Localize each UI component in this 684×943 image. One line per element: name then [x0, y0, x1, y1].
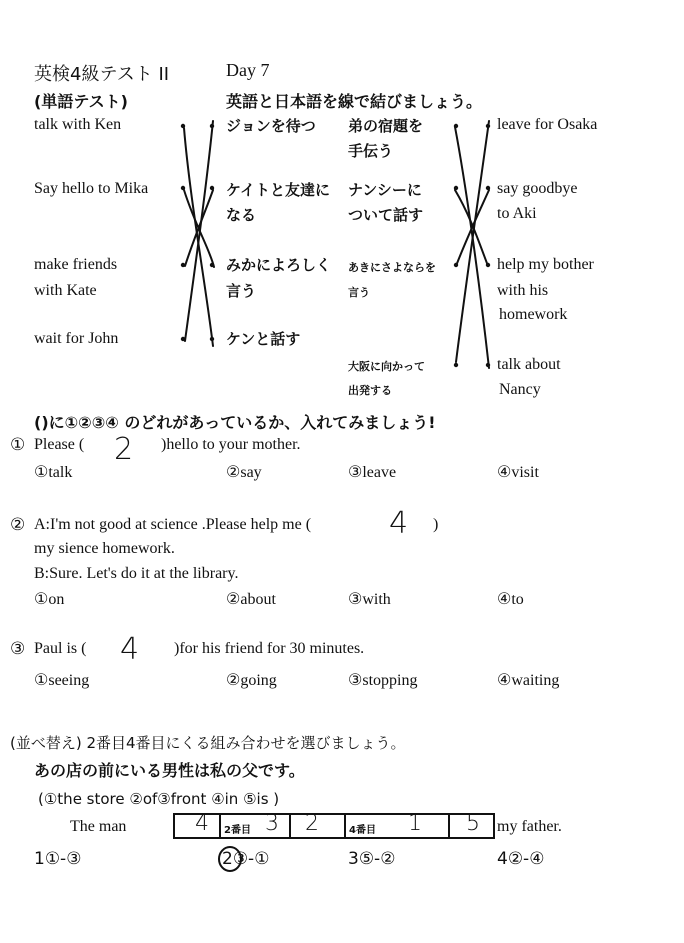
q3-option: ①seeing	[34, 672, 90, 689]
answer-box-4-label: 4番目	[349, 825, 376, 836]
right-jp-item: あきにさよならを	[348, 261, 436, 274]
answer-box-4-value: 1	[408, 811, 422, 836]
left-jp-item: ケンと話す	[226, 330, 301, 348]
q3-number: ③	[10, 639, 26, 658]
answer-box-3-value: 2	[305, 811, 319, 836]
q2-option: ④to	[497, 591, 524, 608]
answer-box-3	[289, 813, 346, 839]
reorder-sentence: あの店の前にいる男性は私の父です。	[34, 761, 305, 780]
right-jp-item: ナンシーに	[348, 181, 422, 199]
right-jp-item: ついて話す	[348, 206, 424, 224]
left-jp-item: 言う	[226, 282, 257, 300]
reorder-instruction: (並べ替え) 2番目4番目にくる組み合わせを選びましょう。	[10, 734, 406, 752]
q2-option: ①on	[34, 591, 65, 608]
right-en-item: homework	[499, 306, 568, 323]
left-en-item: talk with Ken	[34, 116, 122, 133]
answer-box-5	[448, 813, 495, 839]
right-jp-item: 手伝う	[348, 142, 394, 160]
q1-option: ③leave	[348, 464, 397, 481]
reorder-words: (①the store ②of③front ④in ⑤is )	[38, 790, 280, 808]
q1-option: ①talk	[34, 464, 73, 481]
q1-option: ②say	[226, 464, 262, 481]
right-en-item: to Aki	[497, 205, 537, 222]
answer-box-2-value: 3	[265, 811, 279, 836]
answer-box-2	[219, 813, 291, 839]
answer-box-5-value: 5	[466, 811, 480, 836]
right-en-item: Nancy	[499, 381, 541, 398]
q2-line3: B:Sure. Let's do it at the library.	[34, 565, 239, 582]
answer-box-1-value: 4	[195, 811, 209, 836]
left-jp-item: ジョンを待つ	[226, 117, 316, 135]
q2-line1: A:I'm not good at science .Please help me (	[34, 516, 312, 533]
q3-option: ④waiting	[497, 672, 560, 689]
answer-box-2-label: 2番目	[224, 825, 251, 836]
reorder-option: 1①-③	[34, 849, 82, 869]
left-en-item: Say hello to Mika	[34, 180, 149, 197]
reorder-start: The man	[70, 818, 127, 835]
q2-option: ②about	[226, 591, 276, 608]
left-jp-item: なる	[226, 206, 257, 224]
reorder-option-selected: 2③-①	[222, 849, 270, 869]
vocab-section-label: (単語テスト)	[34, 92, 128, 111]
right-en-item: leave for Osaka	[497, 116, 598, 133]
reorder-end: my father.	[497, 818, 562, 835]
q3-handwritten-answer: 4	[120, 632, 140, 667]
right-jp-item: 言う	[348, 286, 370, 299]
q2-close-paren: )	[433, 516, 439, 533]
answer-box-4	[344, 813, 450, 839]
left-jp-item: みかによろしく	[226, 256, 332, 274]
q3-option: ②going	[226, 672, 277, 689]
right-jp-item: 大阪に向かって	[348, 360, 425, 373]
worksheet-title: 英検4級テスト II	[34, 64, 170, 85]
left-jp-item: ケイトと友達に	[226, 181, 330, 199]
q3-option: ③stopping	[348, 672, 418, 689]
right-en-item: talk about	[497, 356, 561, 373]
day-label: Day 7	[226, 60, 270, 80]
left-en-item: with Kate	[34, 282, 97, 299]
q2-line2: my sience homework.	[34, 540, 175, 557]
choice-instruction: ()に①②③④ のどれがあっているか、入れてみましょう!	[34, 413, 436, 432]
answer-box-1	[173, 813, 221, 839]
q2-option: ③with	[348, 591, 391, 608]
right-jp-item: 出発する	[348, 384, 392, 397]
q2-number: ②	[10, 515, 26, 534]
right-jp-item: 弟の宿題を	[348, 117, 424, 135]
q1-option: ④visit	[497, 464, 539, 481]
match-dots	[181, 124, 490, 367]
q2-handwritten-answer: 4	[389, 506, 409, 541]
q3-after: )for his friend for 30 minutes.	[174, 640, 365, 657]
left-en-item: wait for John	[34, 330, 119, 347]
vocab-instruction: 英語と日本語を線で結びましょう。	[226, 92, 483, 111]
hand-drawn-lines	[184, 121, 489, 368]
reorder-option: 4②-④	[497, 849, 545, 869]
left-en-item: make friends	[34, 256, 118, 273]
reorder-option: 3⑤-②	[348, 849, 396, 869]
q1-handwritten-answer: 2	[114, 432, 134, 467]
q1-before: Please (	[34, 436, 85, 453]
q3-before: Paul is (	[34, 640, 87, 657]
q1-number: ①	[10, 435, 26, 454]
q1-after: )hello to your mother.	[161, 436, 301, 453]
right-en-item: say goodbye	[497, 180, 578, 197]
right-en-item: help my bother	[497, 256, 594, 273]
right-en-item: with his	[497, 282, 549, 299]
